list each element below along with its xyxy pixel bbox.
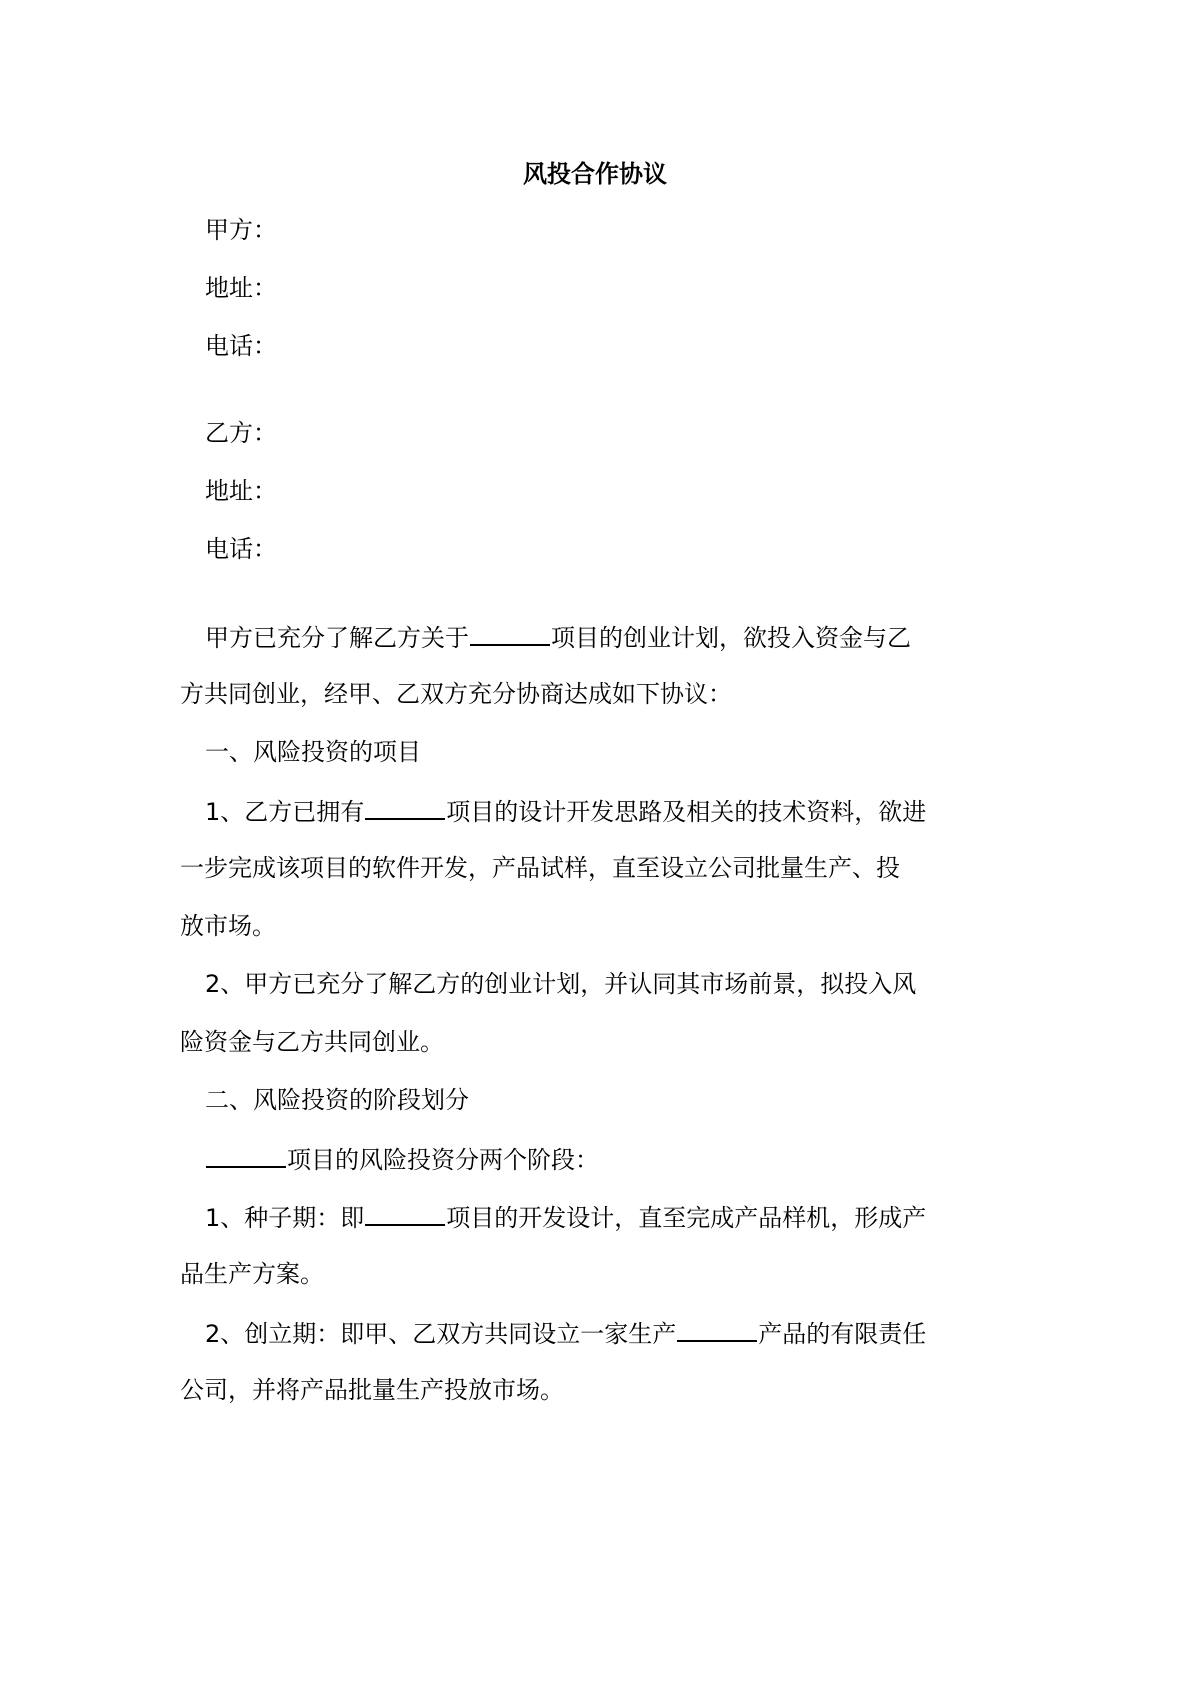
section-2-item-1-line-1 bbox=[205, 1200, 926, 1234]
section-2-item-2-line-1 bbox=[205, 1316, 926, 1350]
item-text-pre: 2、创立期：即甲、乙双方共同设立一家生产 bbox=[205, 1320, 677, 1348]
section-1-item-2-line-1: 2、甲方已充分了解乙方的创业计划，并认同其市场前景，拟投入风 bbox=[205, 970, 917, 998]
document-title: 风投合作协议 bbox=[523, 159, 667, 188]
project-name-blank bbox=[206, 1142, 286, 1168]
intro-line-1 bbox=[205, 620, 911, 654]
item-text-post: 项目的开发设计，直至完成产品样机，形成产 bbox=[446, 1204, 927, 1232]
item-text-pre: 1、乙方已拥有 bbox=[205, 798, 365, 826]
section-1-heading: 一、风险投资的项目 bbox=[205, 738, 421, 766]
intro-text-pre: 甲方已充分了解乙方关于 bbox=[205, 624, 469, 652]
section-2-item-2-line-2: 公司，并将产品批量生产投放市场。 bbox=[180, 1376, 564, 1404]
project-name-blank bbox=[470, 620, 550, 646]
section-1-item-2-line-2: 险资金与乙方共同创业。 bbox=[180, 1028, 444, 1056]
section-2-intro bbox=[205, 1142, 599, 1176]
section-2-item-1-line-2: 品生产方案。 bbox=[180, 1260, 324, 1288]
intro-text-post: 项目的创业计划，欲投入资金与乙 bbox=[551, 624, 911, 652]
section-2-intro-text: 项目的风险投资分两个阶段： bbox=[287, 1146, 599, 1174]
item-text-post: 产品的有限责任 bbox=[758, 1320, 927, 1348]
product-name-blank bbox=[677, 1316, 757, 1342]
party-b-phone-label: 电话： bbox=[205, 535, 277, 563]
party-a-name-label: 甲方： bbox=[205, 216, 277, 244]
party-b-name-label: 乙方： bbox=[205, 419, 277, 447]
section-1-item-1-line-2: 一步完成该项目的软件开发，产品试样，直至设立公司批量生产、投 bbox=[180, 854, 900, 882]
section-1-item-1-line-3: 放市场。 bbox=[180, 912, 276, 940]
party-a-phone-label: 电话： bbox=[205, 332, 277, 360]
section-1-item-1-line-1 bbox=[205, 794, 926, 828]
item-text-pre: 1、种子期：即 bbox=[205, 1204, 365, 1232]
party-b-address-label: 地址： bbox=[205, 477, 277, 505]
intro-line-2: 方共同创业，经甲、乙双方充分协商达成如下协议： bbox=[180, 680, 732, 708]
section-2-heading: 二、风险投资的阶段划分 bbox=[205, 1086, 469, 1114]
party-a-address-label: 地址： bbox=[205, 274, 277, 302]
project-name-blank bbox=[365, 1200, 445, 1226]
item-text-post: 项目的设计开发思路及相关的技术资料，欲进 bbox=[446, 798, 927, 826]
project-name-blank bbox=[365, 794, 445, 820]
